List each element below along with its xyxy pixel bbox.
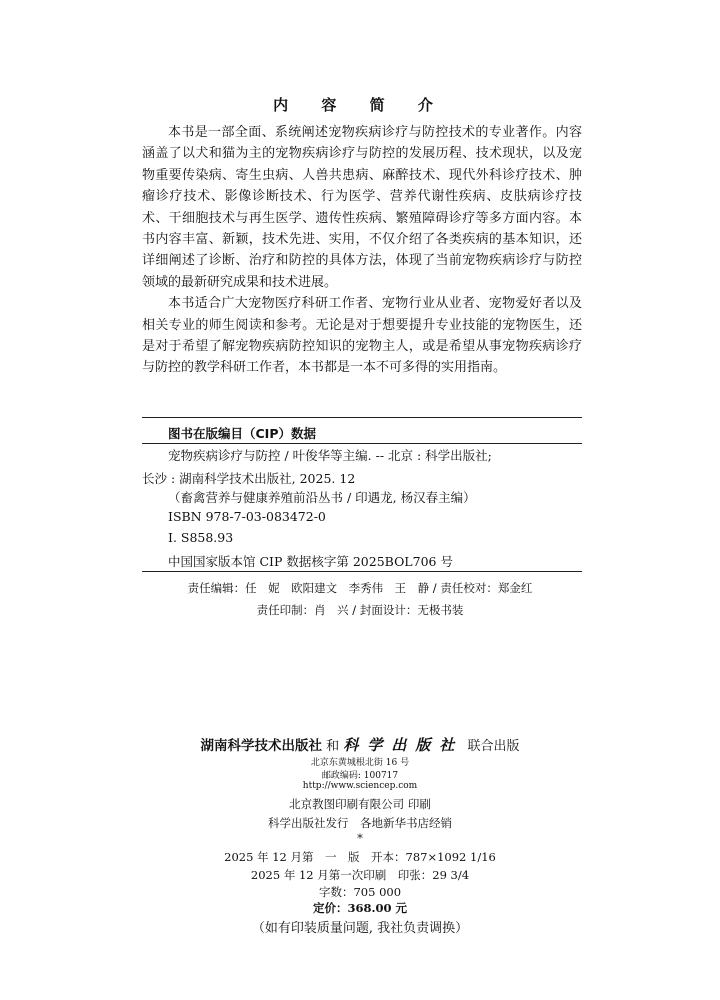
price: 定价：368.00 元: [312, 901, 407, 915]
publisher-and: 和: [326, 739, 340, 754]
publisher-name: 湖南科学技术出版社: [200, 738, 323, 754]
separator-star: *: [357, 831, 363, 845]
isbn: ISBN 978-7-03-083472-0: [168, 509, 326, 524]
summary-paragraph: 本书适合广大宠物医疗科研工作者、宠物行业从业者、宠物爱好者以及相关专业的师生阅读和参考。无论是对于想要提升专业技能的宠物医生，还是对于希望了解宠物疾病防控知识的宠物主人，或是希望从事宠物疾病诊疗与防控的教学科研工作者，本书都是一本不可多得的实用指南。: [142, 296, 582, 376]
cip-line: 长沙 : 湖南科学技术出版社, 2025. 12: [142, 471, 356, 486]
publisher-line: [0, 734, 720, 755]
website: http://www.sciencep.com: [302, 781, 418, 791]
cip-number: 中国国家版本馆 CIP 数据核字第 2025BOL706 号: [168, 554, 453, 569]
cip-line: （畜禽营养与健康养殖前沿丛书 / 印遇龙, 杨汉春主编）: [168, 490, 476, 505]
summary-paragraph: 本书是一部全面、系统阐述宠物疾病诊疗与防控技术的专业著作。内容涵盖了以犬和猫为主的宠物疾病诊疗与防控的发展历程、技术现状，以及宠物重要传染病、寄生虫病、人兽共患病、麻醉技术、现代外科诊疗技术、肿瘤诊疗技术、影像诊断技术、行为医学、营养代谢性疾病、皮肤病诊疗技术、干细胞技术与再生医学、遗传性疾病、繁殖障碍诊疗等多方面内容。本书内容丰富、新颖，技术先进、实用，不仅介绍了各类疾病的基本知识，还详细阐述了诊断、治疗和防控的具体方法，体现了当前宠物疾病诊疗与防控领域的最新研究成果和技术进展。: [142, 125, 582, 290]
content-summary: [142, 122, 582, 379]
publisher-logo: 科学出版社: [343, 736, 464, 754]
postcode: 邮政编码: 100717: [321, 771, 399, 781]
printing-info: 2025 年 12 月第一次印刷 印张：29 3/4: [250, 868, 470, 882]
classification: Ⅰ. S858.93: [168, 530, 234, 545]
edition-info: 2025 年 12 月第 一 版 开本：787×1092 1/16: [224, 850, 496, 864]
divider-top: [142, 417, 582, 418]
cip-heading: 图书在版编目（CIP）数据: [168, 426, 316, 441]
printer: 北京教图印刷有限公司 印刷: [289, 797, 431, 811]
credits-line: 责任编辑：任 妮 欧阳建文 李秀伟 王 静 / 责任校对：郑金红: [187, 581, 533, 595]
distribution: 科学出版社发行 各地新华书店经销: [268, 816, 452, 830]
divider-bottom: [142, 571, 582, 572]
word-count: 字数：705 000: [318, 885, 402, 899]
divider-cip: [142, 443, 582, 444]
page-title: 内 容 简 介: [273, 96, 447, 114]
joint-publication: 联合出版: [467, 739, 520, 754]
cip-line: 宠物疾病诊疗与防控 / 叶俊华等主编. -- 北京 : 科学出版社;: [168, 448, 492, 463]
publisher-address: 北京东黄城根北街 16 号: [310, 758, 410, 768]
quality-note: （如有印装质量问题, 我社负责调换）: [251, 921, 469, 936]
credits-line: 责任印制：肖 兴 / 封面设计：无极书装: [256, 603, 464, 617]
